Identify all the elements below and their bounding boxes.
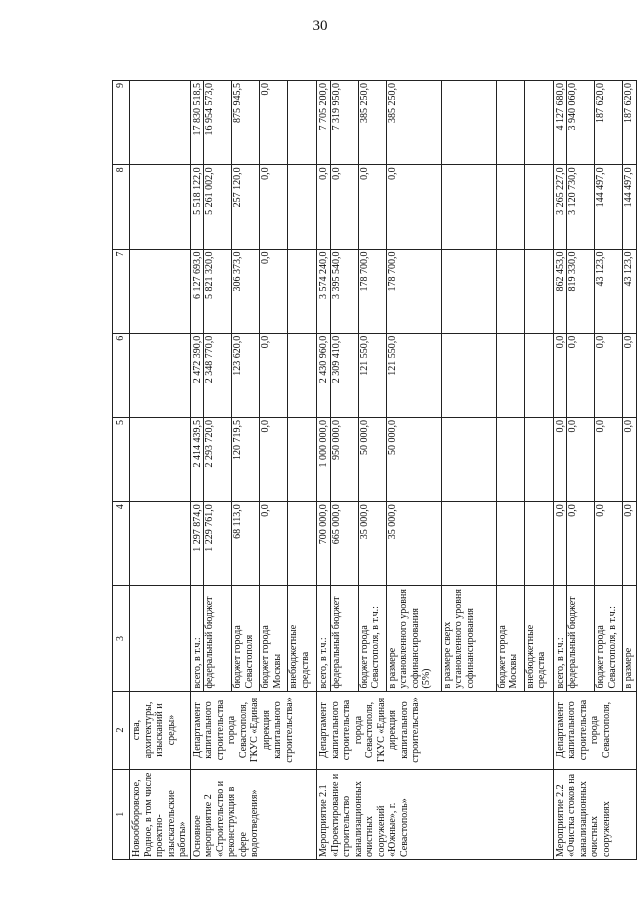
amount-value — [442, 502, 497, 585]
amount-cell — [190, 333, 317, 417]
funding-source-label: бюджет города Севастополя, в т.ч.: — [595, 586, 623, 690]
executor-cell: Департамент капитального строительства города Севастополя, ГКУС «Единая дирекция капитального строительства» — [317, 691, 554, 769]
amount-value: 5 261 002,0 — [204, 165, 232, 248]
amount-value: 2 309 410,0 — [331, 334, 359, 417]
amount-value: 68 113,0 — [232, 502, 260, 585]
funding-source-label: внебюджетные средства — [524, 624, 547, 689]
measure-name-cell: Мероприятие 2.2 «Очистка стоков на канализационных очистных сооружениях — [553, 769, 636, 859]
amount-value — [288, 165, 315, 248]
funding-source-label: федеральный бюджет — [331, 586, 359, 690]
amount-value: 0,0 — [359, 165, 387, 248]
funding-source-label: в размере — [623, 647, 634, 689]
measure-name-cell: Новообборовское, Родное, в том числе проектно-изыскательские работы» — [130, 769, 191, 859]
amount-value: 2 472 390,0 — [192, 334, 205, 417]
amount-value — [442, 250, 497, 333]
amount-value: 121 550,0 — [387, 334, 442, 417]
amount-value: 862 453,0 — [555, 250, 568, 333]
amount-value — [525, 502, 552, 585]
amount-value: 43 123,0 — [623, 251, 634, 287]
header-cell: 3 — [113, 586, 130, 691]
table-row — [317, 81, 554, 860]
amount-value: 385 250,0 — [387, 81, 442, 164]
amount-value: 17 830 518,5 — [192, 81, 205, 164]
executor-cell: ства, архитектуры, изысканий и среды» — [130, 691, 191, 769]
header-cell: 2 — [113, 691, 130, 769]
amount-value: 1 297 874,0 — [192, 502, 205, 585]
amount-value: 3 265 227,0 — [555, 165, 568, 248]
funding-source-label: бюджет города Севастополя — [232, 586, 260, 690]
amount-value: 819 330,0 — [567, 250, 595, 333]
amount-value: 178 700,0 — [359, 250, 387, 333]
amount-value: 7 705 200,0 — [318, 81, 331, 164]
funding-source-cell — [553, 586, 636, 691]
amount-value — [288, 250, 315, 333]
amount-value — [497, 418, 525, 501]
header-row — [113, 81, 130, 860]
amount-cell — [130, 333, 191, 417]
header-cell: 4 — [113, 502, 130, 586]
header-cell: 5 — [113, 418, 130, 502]
header-cell: 1 — [113, 769, 130, 859]
header-cell: 9 — [113, 81, 130, 165]
header-cell: 8 — [113, 165, 130, 249]
amount-cell — [553, 502, 636, 586]
amount-value: 665 000,0 — [331, 502, 359, 585]
funding-source-label: внебюджетные средства — [288, 624, 311, 689]
amount-value: 3 574 240,0 — [318, 250, 331, 333]
amount-value: 0,0 — [555, 334, 568, 417]
amount-value — [288, 81, 315, 164]
amount-value: 0,0 — [567, 334, 595, 417]
funding-source-label: в размере сверх установленного уровня софинансирования — [442, 586, 497, 690]
amount-cell — [130, 81, 191, 165]
funding-source-label: всего, в т.ч.: — [192, 586, 205, 690]
amount-value: 120 719,5 — [232, 418, 260, 501]
amount-value: 0,0 — [595, 334, 623, 417]
amount-value: 0,0 — [555, 502, 568, 585]
amount-value: 0,0 — [595, 418, 623, 501]
amount-cell — [190, 502, 317, 586]
amount-value: 0,0 — [331, 165, 359, 248]
amount-value: 0,0 — [387, 165, 442, 248]
amount-value: 6 127 693,0 — [192, 250, 205, 333]
amount-value: 0,0 — [623, 504, 634, 517]
header-cell: 6 — [113, 333, 130, 417]
amount-cell — [553, 165, 636, 249]
funding-source-label: федеральный бюджет — [204, 586, 232, 690]
amount-value — [288, 334, 315, 417]
amount-value: 257 120,0 — [232, 165, 260, 248]
amount-value: 7 319 950,0 — [331, 81, 359, 164]
page-number: 30 — [312, 18, 328, 34]
amount-value — [525, 334, 552, 417]
amount-value — [442, 165, 497, 248]
amount-value: 5 821 320,0 — [204, 250, 232, 333]
amount-value: 0,0 — [318, 165, 331, 248]
amount-value: 16 954 573,0 — [204, 81, 232, 164]
amount-value: 50 000,0 — [387, 418, 442, 501]
amount-cell — [130, 165, 191, 249]
amount-value: 950 000,0 — [331, 418, 359, 501]
amount-value: 0,0 — [260, 334, 288, 417]
amount-value: 306 373,0 — [232, 250, 260, 333]
amount-value — [288, 502, 315, 585]
amount-cell — [553, 418, 636, 502]
amount-value — [497, 165, 525, 248]
executor-cell: Департамент капитального строительства города Севастополя, — [553, 691, 636, 769]
funding-source-cell — [317, 586, 554, 691]
amount-cell — [553, 333, 636, 417]
amount-value: 0,0 — [260, 250, 288, 333]
amount-cell — [130, 418, 191, 502]
amount-value: 35 000,0 — [387, 502, 442, 585]
amount-value: 3 395 540,0 — [331, 250, 359, 333]
amount-value: 0,0 — [623, 335, 634, 349]
funding-source-label: всего, в т.ч.: — [318, 586, 331, 690]
amount-value: 0,0 — [623, 420, 634, 433]
amount-cell — [190, 81, 317, 165]
amount-cell — [317, 418, 554, 502]
amount-cell — [317, 165, 554, 249]
executor-cell: Департамент капитального строительства города Севастополя, ГКУС «Единая дирекция капитального строительства» — [190, 691, 317, 769]
funding-source-label: федеральный бюджет — [567, 586, 595, 690]
amount-cell — [130, 249, 191, 333]
amount-value: 0,0 — [260, 502, 288, 585]
amount-value — [497, 334, 525, 417]
table-row — [553, 81, 636, 860]
amount-value — [497, 81, 525, 164]
funding-source-label: бюджет города Севастополя, в т.ч.: — [359, 586, 387, 690]
amount-value: 2 414 439,5 — [192, 418, 205, 501]
funding-source-label: бюджет города Москвы — [497, 586, 525, 690]
table-row — [130, 81, 191, 860]
amount-value: 0,0 — [555, 418, 568, 501]
budget-table — [112, 80, 637, 860]
amount-value: 4 127 680,0 — [555, 81, 568, 164]
amount-value: 2 293 720,0 — [204, 418, 232, 501]
amount-cell — [317, 81, 554, 165]
amount-value — [497, 250, 525, 333]
amount-value: 35 000,0 — [359, 502, 387, 585]
amount-value — [288, 418, 315, 501]
amount-value: 2 430 960,0 — [318, 334, 331, 417]
amount-value — [525, 250, 552, 333]
table-row — [190, 81, 317, 860]
amount-value: 0,0 — [595, 502, 623, 585]
amount-value: 123 620,0 — [232, 334, 260, 417]
amount-value: 144 497,0 — [595, 165, 623, 248]
funding-source-cell — [190, 586, 317, 691]
amount-value: 700 000,0 — [318, 502, 331, 585]
amount-value — [442, 418, 497, 501]
amount-cell — [190, 165, 317, 249]
amount-value — [525, 418, 552, 501]
amount-value: 0,0 — [260, 81, 288, 164]
amount-value — [525, 165, 552, 248]
amount-value: 50 000,0 — [359, 418, 387, 501]
amount-value — [442, 81, 497, 164]
measure-name-cell: Основное мероприятие 2 «Строительство и реконструкция в сфере водоотведения» — [190, 769, 317, 859]
amount-value: 144 497,0 — [623, 167, 634, 208]
amount-cell — [317, 502, 554, 586]
header-cell: 7 — [113, 249, 130, 333]
amount-value: 0,0 — [567, 418, 595, 501]
amount-value: 178 700,0 — [387, 250, 442, 333]
amount-value: 187 620,0 — [595, 81, 623, 164]
amount-cell — [553, 81, 636, 165]
amount-cell — [553, 249, 636, 333]
amount-cell — [130, 502, 191, 586]
measure-name-cell: Мероприятие 2.1 «Проектирование и строительство канализационных очистных сооружений «Южные», г. Севастополь» — [317, 769, 554, 859]
rotated-table-container — [112, 80, 634, 860]
amount-value: 5 518 122,0 — [192, 165, 205, 248]
amount-value: 121 550,0 — [359, 334, 387, 417]
funding-source-cell — [130, 586, 191, 691]
amount-value: 0,0 — [567, 502, 595, 585]
amount-value: 187 620,0 — [623, 83, 634, 123]
amount-value: 3 940 060,0 — [567, 81, 595, 164]
amount-cell — [190, 249, 317, 333]
funding-source-label: бюджет города Москвы — [260, 586, 288, 690]
amount-value: 0,0 — [260, 418, 288, 501]
amount-value: 0,0 — [260, 165, 288, 248]
amount-value: 385 250,0 — [359, 81, 387, 164]
amount-value — [525, 81, 552, 164]
amount-value: 875 945,5 — [232, 81, 260, 164]
amount-value: 43 123,0 — [595, 250, 623, 333]
amount-value: 2 348 770,0 — [204, 334, 232, 417]
funding-source-label: в размере установленного уровня софинансирования (5%) — [387, 586, 442, 690]
amount-value: 1 000 000,0 — [318, 418, 331, 501]
amount-value: 3 120 730,0 — [567, 165, 595, 248]
amount-cell — [317, 249, 554, 333]
amount-cell — [190, 418, 317, 502]
amount-value: 1 229 761,0 — [204, 502, 232, 585]
amount-value — [442, 334, 497, 417]
amount-cell — [317, 333, 554, 417]
amount-value — [497, 502, 525, 585]
funding-source-label: всего, в т.ч.: — [555, 586, 568, 690]
